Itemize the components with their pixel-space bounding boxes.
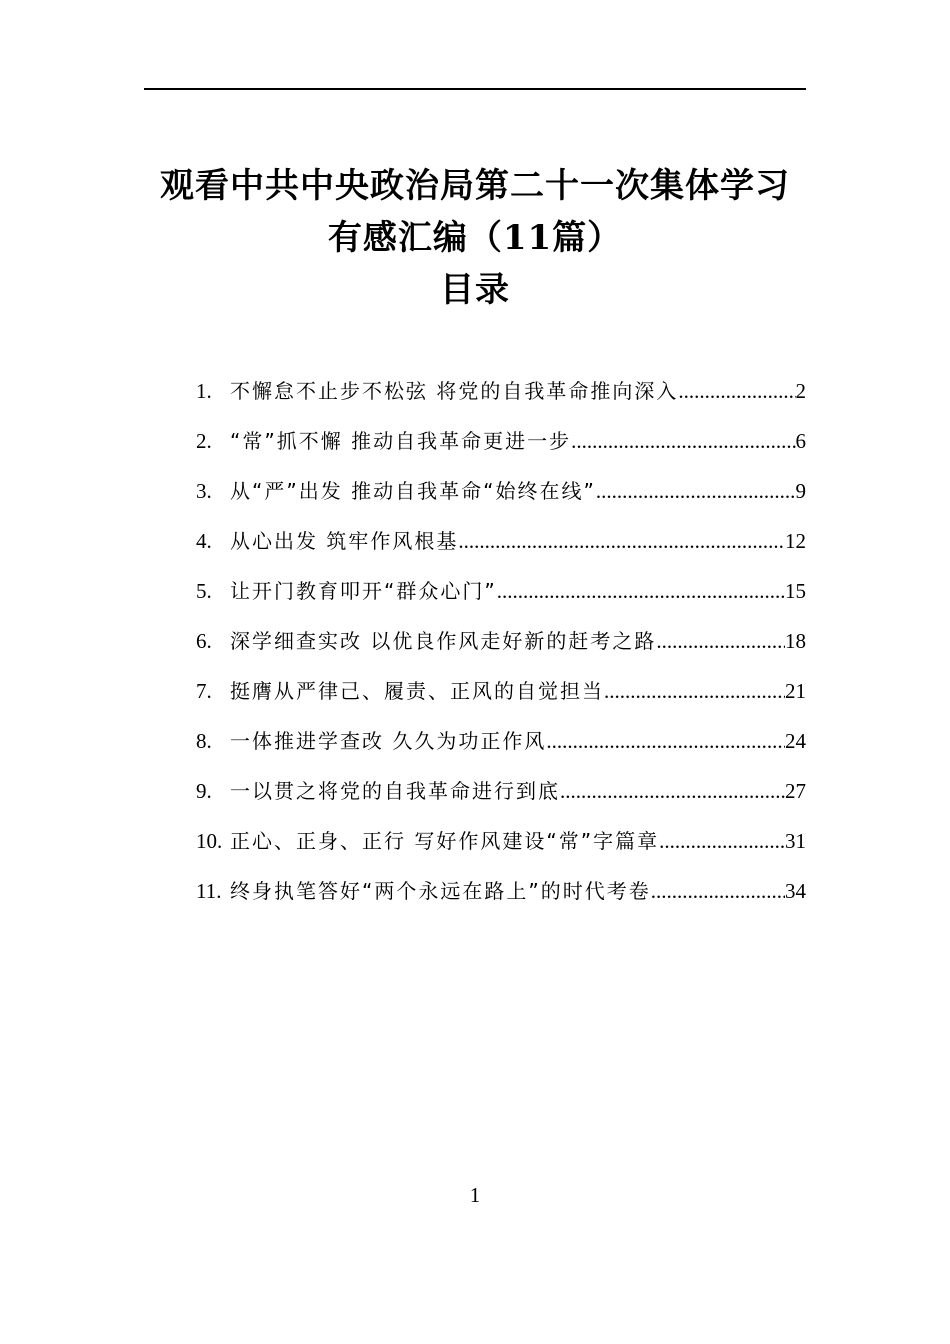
toc-entry[interactable] (196, 416, 806, 466)
toc-entry[interactable] (196, 816, 806, 866)
toc-dot-leader (656, 616, 785, 666)
toc-entry-title: 挺膺从严律己、履责、正风的自觉担当 (230, 679, 604, 703)
toc-entry[interactable] (196, 866, 806, 916)
toc-entry-number: 9. (196, 779, 212, 803)
toc-entry-title: 从心出发 筑牢作风根基 (230, 529, 459, 553)
toc-entry-page: 31 (785, 829, 806, 853)
toc-entry-page: 9 (795, 479, 806, 503)
toc-entry-title: 正心、正身、正行 写好作风建设“常”字篇章 (230, 829, 660, 853)
toc-entry-page: 15 (785, 579, 806, 603)
toc-entry-number: 7. (196, 679, 212, 703)
toc-entry[interactable] (196, 766, 806, 816)
toc-entry-title: 一体推进学查改 久久为功正作风 (230, 729, 547, 753)
toc-entry-number: 10. (196, 829, 223, 853)
toc-dot-leader (497, 566, 785, 616)
title-line-2: 有感汇编（11篇） (327, 218, 623, 258)
toc-dot-leader (560, 766, 785, 816)
toc-entry[interactable] (196, 466, 806, 516)
toc-entry-title: “常”抓不懈 推动自我革命更进一步 (230, 429, 572, 453)
toc-dot-leader (546, 716, 785, 766)
toc-entry-page: 12 (785, 529, 806, 553)
toc-entry[interactable] (196, 516, 806, 566)
header-rule (144, 88, 806, 90)
toc-entry-title: 让开门教育叩开“群众心门” (230, 579, 497, 603)
toc-entry-page: 2 (795, 379, 806, 403)
toc-entry-number: 11. (196, 879, 222, 903)
toc-entry-number: 1. (196, 379, 212, 403)
toc-entry-title: 从“严”出发 推动自我革命“始终在线” (230, 479, 596, 503)
toc-dot-leader (659, 816, 785, 866)
toc-entry-page: 6 (795, 429, 806, 453)
toc-entry-number: 3. (196, 479, 212, 503)
toc-dot-leader (678, 366, 795, 416)
table-of-contents (196, 366, 806, 916)
toc-entry-title: 深学细查实改 以优良作风走好新的赶考之路 (230, 629, 657, 653)
toc-entry-title: 不懈怠不止步不松弦 将党的自我革命推向深入 (230, 379, 679, 403)
title-line-1: 观看中共中央政治局第二十一次集体学习 (160, 166, 790, 206)
toc-entry[interactable] (196, 716, 806, 766)
toc-entry-page: 21 (785, 679, 806, 703)
toc-heading: 目录 (440, 270, 510, 310)
toc-dot-leader (604, 666, 785, 716)
toc-entry-page: 24 (785, 729, 806, 753)
page-number: 1 (469, 1183, 481, 1207)
toc-entry-number: 2. (196, 429, 212, 453)
toc-entry-title: 一以贯之将党的自我革命进行到底 (230, 779, 560, 803)
toc-entry-page: 27 (785, 779, 806, 803)
toc-entry[interactable] (196, 616, 806, 666)
toc-entry-page: 34 (785, 879, 806, 903)
toc-dot-leader (596, 466, 796, 516)
toc-entry-number: 5. (196, 579, 212, 603)
toc-entry-title: 终身执笔答好“两个永远在路上”的时代考卷 (230, 879, 651, 903)
toc-entry[interactable] (196, 566, 806, 616)
toc-entry-number: 4. (196, 529, 212, 553)
toc-dot-leader (651, 866, 785, 916)
toc-entry[interactable] (196, 666, 806, 716)
toc-entry-page: 18 (785, 629, 806, 653)
toc-dot-leader (571, 416, 795, 466)
document-title (120, 160, 830, 316)
toc-entry-number: 6. (196, 629, 212, 653)
toc-entry-number: 8. (196, 729, 212, 753)
toc-dot-leader (458, 516, 785, 566)
toc-entry[interactable] (196, 366, 806, 416)
